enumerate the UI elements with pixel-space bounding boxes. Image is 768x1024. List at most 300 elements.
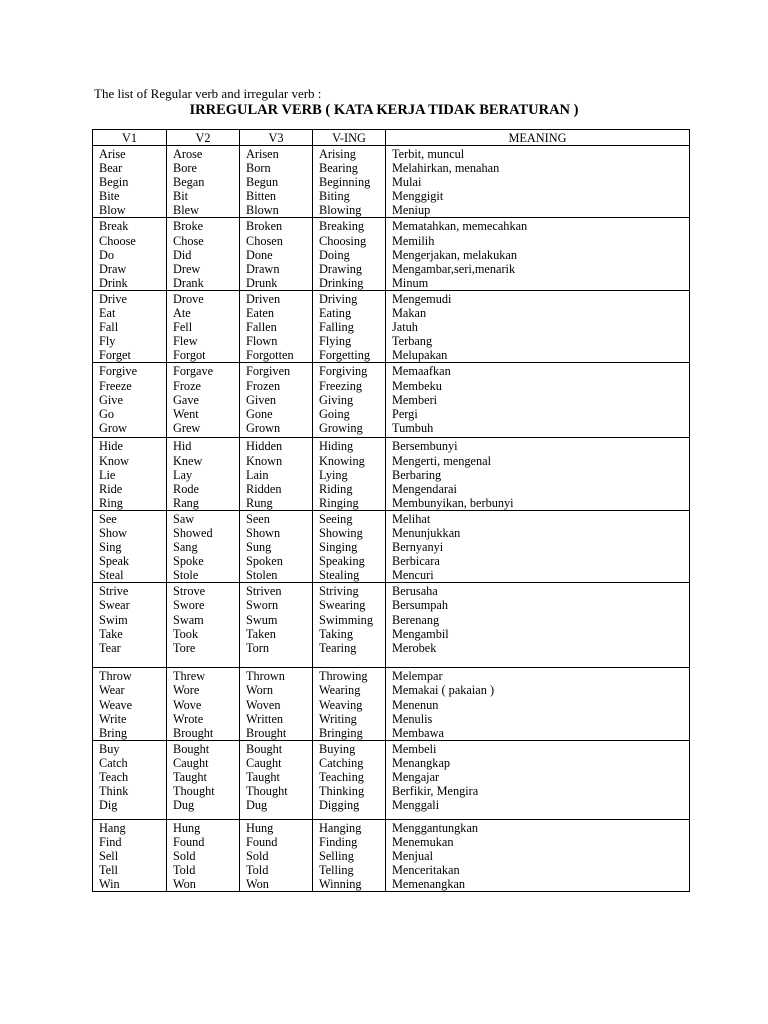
cell-v2	[167, 740, 240, 819]
word-meaning: Melempar	[392, 669, 443, 684]
word-v2: Tore	[173, 640, 196, 655]
word-v3: Taken	[246, 626, 276, 641]
word-v1: Show	[99, 525, 128, 540]
word-v3: Bitten	[246, 189, 277, 204]
word-v3: Begun	[246, 175, 279, 190]
cell-ving	[313, 583, 386, 668]
word-ving: Breaking	[319, 219, 365, 234]
word-v3: Lain	[246, 467, 269, 482]
word-v2: Showed	[173, 525, 213, 540]
word-v3: Thrown	[246, 669, 285, 684]
word-v2: Taught	[173, 770, 207, 784]
word-v2: Went	[173, 406, 199, 421]
word-meaning: Menjual	[392, 849, 433, 863]
word-v2: Hung	[173, 820, 201, 835]
word-ving: Weaving	[319, 697, 363, 712]
word-ving: Doing	[319, 247, 350, 262]
word-v2: Ate	[173, 306, 191, 321]
word-v1: Wear	[99, 683, 125, 698]
word-meaning: Melupakan	[392, 348, 448, 363]
cell-v1	[93, 510, 167, 582]
word-v3: Grown	[246, 420, 281, 435]
word-v1: Do	[99, 247, 115, 262]
word-ving: Striving	[319, 584, 359, 599]
word-ving: Lying	[319, 467, 348, 482]
word-v2: Bit	[173, 189, 189, 204]
cell-v1	[93, 583, 167, 668]
cell-ving	[313, 819, 386, 891]
word-v1: Steal	[99, 568, 124, 583]
cell-ving	[313, 740, 386, 819]
word-meaning: Menangkap	[392, 755, 451, 770]
word-meaning: Meniup	[392, 203, 431, 218]
word-v1: Drink	[99, 275, 128, 290]
word-meaning: Mengambar,seri,menarik	[392, 261, 516, 276]
word-v2: Hid	[173, 439, 192, 454]
word-ving: Ringing	[319, 495, 359, 510]
word-v3: Hung	[246, 820, 274, 835]
cell-v3	[240, 510, 313, 582]
word-v3: Worn	[246, 683, 274, 698]
word-v2: Fell	[173, 320, 193, 335]
word-v2: Knew	[173, 453, 203, 468]
cell-meaning	[386, 668, 690, 740]
word-v3: Written	[246, 711, 284, 726]
word-v3: Bought	[246, 741, 283, 756]
word-v3: Eaten	[246, 306, 274, 321]
word-v2: Rode	[173, 481, 199, 496]
word-v2: Sang	[173, 540, 198, 555]
table-row	[93, 510, 690, 582]
cell-v1	[93, 740, 167, 819]
word-v2: Forgot	[173, 348, 206, 363]
word-ving: Digging	[319, 798, 360, 813]
word-v1: Go	[99, 406, 115, 421]
word-meaning: Memakai ( pakaian )	[392, 683, 495, 698]
word-v3: Ridden	[246, 481, 282, 496]
word-v2: Did	[173, 247, 192, 262]
word-meaning: Membawa	[392, 725, 444, 740]
cell-v3	[240, 583, 313, 668]
word-v1: Sell	[99, 849, 119, 863]
cell-v2	[167, 363, 240, 438]
word-v1: Blow	[99, 203, 126, 218]
word-v1: Fall	[99, 320, 119, 335]
word-v3: Won	[246, 877, 269, 892]
word-v2: Flew	[173, 334, 198, 349]
word-ving: Freezing	[319, 378, 363, 393]
word-ving: Eating	[319, 306, 352, 321]
word-v2: Arose	[173, 147, 203, 161]
word-v2: Bought	[173, 741, 210, 756]
word-ving: Forgetting	[319, 348, 371, 363]
word-meaning: Bernyanyi	[392, 540, 444, 555]
word-meaning: Melahirkan, menahan	[392, 161, 500, 176]
word-meaning: Berbicara	[392, 554, 440, 569]
word-ving: Hanging	[319, 820, 362, 835]
word-v2: Began	[173, 175, 205, 190]
word-meaning: Berfikir, Mengira	[392, 784, 479, 799]
word-v2: Caught	[173, 755, 209, 770]
word-meaning: Terbit, muncul	[392, 147, 465, 161]
word-v3: Hidden	[246, 439, 283, 454]
cell-v2	[167, 438, 240, 510]
word-meaning: Pergi	[392, 406, 418, 421]
word-v3: Rung	[246, 495, 273, 510]
word-v1: Take	[99, 626, 123, 641]
word-v3: Drunk	[246, 275, 278, 290]
cell-v1	[93, 363, 167, 438]
word-meaning: Terbang	[392, 334, 433, 349]
word-v2: Threw	[173, 669, 206, 684]
word-v2: Spoke	[173, 554, 204, 569]
word-v1: Buy	[99, 741, 120, 756]
word-v3: Sworn	[246, 598, 279, 613]
word-ving: Beginning	[319, 175, 371, 190]
column-header-meaning: MEANING	[386, 130, 690, 146]
word-v1: Swear	[99, 598, 130, 613]
column-header-v2: V2	[167, 130, 240, 146]
word-ving: Teaching	[319, 770, 364, 784]
word-meaning: Mengerjakan, melakukan	[392, 247, 517, 262]
page-title: IRREGULAR VERB ( KATA KERJA TIDAK BERATURAN )	[189, 102, 579, 118]
cell-meaning	[386, 290, 690, 362]
word-v3: Drawn	[246, 261, 280, 276]
word-meaning: Membeli	[392, 741, 437, 756]
word-v2: Drove	[173, 291, 204, 306]
cell-meaning	[386, 146, 690, 218]
word-v1: Tear	[99, 640, 121, 655]
column-header-v3: V3	[240, 130, 313, 146]
word-ving: Writing	[319, 711, 357, 726]
word-meaning: Tumbuh	[392, 420, 434, 435]
cell-v1	[93, 146, 167, 218]
word-v1: Eat	[99, 306, 116, 321]
word-v3: Sung	[246, 540, 272, 555]
word-meaning: Memberi	[392, 392, 438, 407]
cell-v1	[93, 290, 167, 362]
word-v1: Ring	[99, 495, 123, 510]
column-header-v1: V1	[93, 130, 167, 146]
cell-meaning	[386, 740, 690, 819]
word-v3: Done	[246, 247, 273, 262]
word-meaning: Merobek	[392, 640, 437, 655]
word-v3: Striven	[246, 584, 282, 599]
word-v1: Dig	[99, 798, 118, 813]
cell-v3	[240, 668, 313, 740]
word-ving: Riding	[319, 481, 353, 496]
cell-ving	[313, 218, 386, 290]
cell-v1	[93, 668, 167, 740]
word-v1: Break	[99, 219, 129, 234]
word-ving: Singing	[319, 540, 358, 555]
word-ving: Wearing	[319, 683, 361, 698]
word-meaning: Memilih	[392, 233, 435, 248]
word-ving: Hiding	[319, 439, 354, 454]
cell-v3	[240, 146, 313, 218]
word-v1: Find	[99, 834, 122, 849]
word-v2: Swore	[173, 598, 205, 613]
word-v2: Saw	[173, 511, 195, 526]
word-v1: Bite	[99, 189, 120, 204]
word-v3: Frozen	[246, 378, 281, 393]
word-v1: Arise	[99, 147, 126, 161]
word-meaning: Menggali	[392, 798, 440, 813]
word-v2: Dug	[173, 798, 195, 813]
word-v1: Begin	[99, 175, 129, 190]
word-v3: Swum	[246, 612, 278, 627]
word-v3: Arisen	[246, 147, 279, 161]
word-ving: Tearing	[319, 640, 357, 655]
word-meaning: Mencuri	[392, 568, 434, 583]
word-ving: Thinking	[319, 784, 365, 799]
cell-ving	[313, 510, 386, 582]
irregular-verb-table	[92, 129, 690, 892]
word-ving: Telling	[319, 863, 354, 878]
word-meaning: Menggigit	[392, 189, 444, 204]
word-v3: Born	[246, 161, 271, 176]
word-meaning: Bersembunyi	[392, 439, 458, 454]
cell-ving	[313, 438, 386, 510]
word-v3: Sold	[246, 849, 269, 863]
word-v1: Write	[99, 711, 127, 726]
cell-v2	[167, 290, 240, 362]
word-v1: Weave	[99, 697, 133, 712]
word-v3: Gone	[246, 406, 273, 421]
word-v2: Froze	[173, 378, 201, 393]
word-v1: Think	[99, 784, 129, 799]
word-meaning: Menggantungkan	[392, 820, 479, 835]
table-header-row	[93, 130, 690, 146]
table-body	[93, 146, 690, 892]
word-v1: Draw	[99, 261, 127, 276]
cell-ving	[313, 290, 386, 362]
cell-meaning	[386, 218, 690, 290]
word-meaning: Makan	[392, 306, 427, 321]
word-ving: Flying	[319, 334, 352, 349]
word-meaning: Mulai	[392, 175, 422, 190]
word-meaning: Membunyikan, berbunyi	[392, 495, 514, 510]
word-ving: Buying	[319, 741, 356, 756]
table-row	[93, 819, 690, 891]
word-meaning: Menunjukkan	[392, 525, 461, 540]
word-v3: Brought	[246, 725, 287, 740]
cell-v3	[240, 363, 313, 438]
word-v3: Told	[246, 863, 269, 878]
cell-meaning	[386, 438, 690, 510]
word-v3: Found	[246, 834, 278, 849]
word-v2: Brought	[173, 725, 214, 740]
word-ving: Bringing	[319, 725, 363, 740]
table-row	[93, 740, 690, 819]
table-row	[93, 290, 690, 362]
word-ving: Throwing	[319, 669, 368, 684]
cell-v3	[240, 740, 313, 819]
word-v1: Hang	[99, 820, 126, 835]
cell-v2	[167, 668, 240, 740]
word-v3: Broken	[246, 219, 283, 234]
word-v3: Stolen	[246, 568, 278, 583]
word-v2: Wrote	[173, 711, 204, 726]
word-ving: Choosing	[319, 233, 367, 248]
word-v1: Forgive	[99, 364, 138, 379]
word-v2: Blew	[173, 203, 199, 218]
word-meaning: Mematahkan, memecahkan	[392, 219, 528, 234]
cell-v2	[167, 583, 240, 668]
word-v1: Freeze	[99, 378, 132, 393]
word-ving: Falling	[319, 320, 354, 335]
cell-meaning	[386, 819, 690, 891]
word-v3: Blown	[246, 203, 279, 218]
cell-v2	[167, 819, 240, 891]
word-v1: Swim	[99, 612, 128, 627]
word-v1: Bear	[99, 161, 123, 176]
word-meaning: Menceritakan	[392, 863, 460, 878]
word-v1: Strive	[99, 584, 129, 599]
cell-meaning	[386, 510, 690, 582]
intro-text: The list of Regular verb and irregular verb :	[94, 86, 322, 101]
word-v2: Lay	[173, 467, 193, 482]
cell-v1	[93, 438, 167, 510]
table-row	[93, 218, 690, 290]
cell-v1	[93, 218, 167, 290]
word-v3: Fallen	[246, 320, 277, 335]
word-v3: Forgiven	[246, 364, 291, 379]
word-meaning: Berusaha	[392, 584, 438, 599]
cell-v3	[240, 438, 313, 510]
word-v3: Seen	[246, 511, 270, 526]
word-v1: Drive	[99, 291, 127, 306]
cell-v2	[167, 218, 240, 290]
word-ving: Seeing	[319, 511, 353, 526]
word-v2: Drew	[173, 261, 201, 276]
word-ving: Swearing	[319, 598, 366, 613]
cell-v1	[93, 819, 167, 891]
word-ving: Drawing	[319, 261, 363, 276]
table-row	[93, 363, 690, 438]
word-v3: Woven	[246, 697, 281, 712]
word-v1: Speak	[99, 554, 130, 569]
word-ving: Forgiving	[319, 364, 368, 379]
word-meaning: Menenun	[392, 697, 439, 712]
column-header-ving: V-ING	[313, 130, 386, 146]
word-v1: Throw	[99, 669, 132, 684]
word-ving: Driving	[319, 291, 358, 306]
word-v3: Flown	[246, 334, 278, 349]
word-ving: Selling	[319, 849, 354, 863]
word-v3: Taught	[246, 770, 280, 784]
word-ving: Taking	[319, 626, 353, 641]
word-v2: Thought	[173, 784, 215, 799]
word-ving: Catching	[319, 755, 364, 770]
word-v3: Driven	[246, 291, 281, 306]
word-ving: Swimming	[319, 612, 373, 627]
word-meaning: Minum	[392, 275, 429, 290]
word-v2: Grew	[173, 420, 201, 435]
word-meaning: Melihat	[392, 511, 431, 526]
cell-ving	[313, 363, 386, 438]
word-v2: Wore	[173, 683, 200, 698]
word-meaning: Mengajar	[392, 770, 440, 784]
word-v2: Gave	[173, 392, 199, 407]
word-ving: Giving	[319, 392, 354, 407]
word-v2: Forgave	[173, 364, 214, 379]
word-ving: Bearing	[319, 161, 358, 176]
word-ving: Blowing	[319, 203, 362, 218]
word-v2: Told	[173, 863, 196, 878]
cell-meaning	[386, 363, 690, 438]
word-v3: Forgotten	[246, 348, 294, 363]
word-v2: Rang	[173, 495, 199, 510]
word-v1: Forget	[99, 348, 131, 363]
word-v3: Shown	[246, 525, 281, 540]
table-row	[93, 438, 690, 510]
word-meaning: Jatuh	[392, 320, 418, 335]
word-ving: Winning	[319, 877, 362, 892]
word-v2: Wove	[173, 697, 202, 712]
word-meaning: Memaafkan	[392, 364, 451, 379]
word-v2: Won	[173, 877, 196, 892]
table-row	[93, 668, 690, 740]
word-v1: Ride	[99, 481, 123, 496]
word-ving: Growing	[319, 420, 363, 435]
word-v1: Sing	[99, 540, 122, 555]
word-v1: Give	[99, 392, 123, 407]
word-v1: Lie	[99, 467, 116, 482]
table-row	[93, 146, 690, 218]
word-ving: Finding	[319, 834, 358, 849]
cell-ving	[313, 668, 386, 740]
word-v3: Spoken	[246, 554, 283, 569]
word-ving: Speaking	[319, 554, 365, 569]
word-v1: Tell	[99, 863, 118, 878]
table-row	[93, 583, 690, 668]
word-ving: Knowing	[319, 453, 365, 468]
word-v3: Given	[246, 392, 277, 407]
word-v1: See	[99, 511, 117, 526]
word-v1: Know	[99, 453, 130, 468]
word-meaning: Berenang	[392, 612, 440, 627]
word-v2: Broke	[173, 219, 204, 234]
word-meaning: Berbaring	[392, 467, 442, 482]
cell-v2	[167, 146, 240, 218]
word-v3: Known	[246, 453, 283, 468]
word-meaning: Mengendarai	[392, 481, 457, 496]
word-v1: Win	[99, 877, 120, 892]
cell-v3	[240, 218, 313, 290]
word-v1: Bring	[99, 725, 128, 740]
word-v2: Stole	[173, 568, 199, 583]
word-meaning: Bersumpah	[392, 598, 449, 613]
word-meaning: Memenangkan	[392, 877, 466, 892]
cell-v3	[240, 819, 313, 891]
word-ving: Showing	[319, 525, 363, 540]
word-v2: Found	[173, 834, 205, 849]
word-meaning: Mengambil	[392, 626, 449, 641]
word-v1: Grow	[99, 420, 128, 435]
word-v2: Sold	[173, 849, 196, 863]
word-meaning: Mengemudi	[392, 291, 452, 306]
cell-ving	[313, 146, 386, 218]
word-v1: Fly	[99, 334, 116, 349]
word-meaning: Membeku	[392, 378, 442, 393]
word-ving: Going	[319, 406, 350, 421]
word-v3: Torn	[246, 640, 270, 655]
cell-v3	[240, 290, 313, 362]
word-v3: Chosen	[246, 233, 283, 248]
word-v1: Teach	[99, 770, 129, 784]
cell-meaning	[386, 583, 690, 668]
